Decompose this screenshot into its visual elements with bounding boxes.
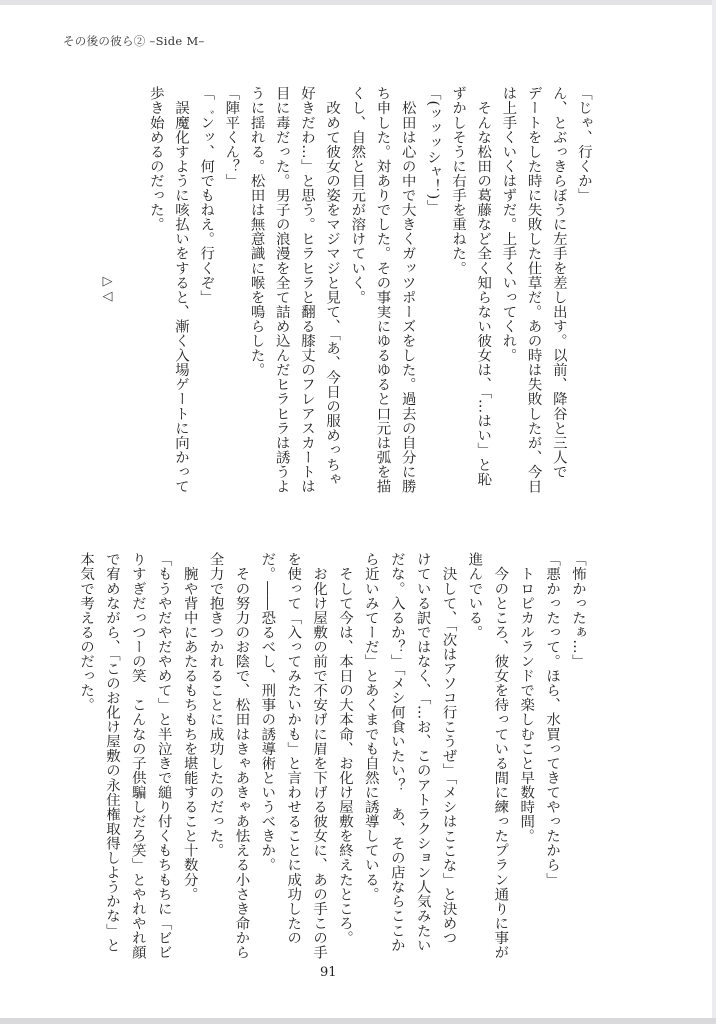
text-column: 目に毒だった。男子の浪漫を全て詰め込んだヒラヒラは誘うよ [273,86,290,494]
text-column: 歩き始めるのだった。 [147,86,164,232]
viewer-bottom-edge [0,1018,716,1024]
text-column: ら近いみてーだ」とあくまでも自然に誘導している。 [362,552,379,902]
text-column: 誤魔化すように咳払いをすると、漸く入場ゲートに向かって [173,86,189,494]
text-column: 「もうやだやだやめて」と半泣きで縋り付くもちもちに「ビビ [155,552,172,960]
text-column: 今のところ、彼女を待っている間に練ったプラン通りに事が [492,552,509,960]
text-column: そんな松田の葛藤など全く知らない彼女は、「…はい」と恥 [475,86,492,487]
text-column: を使って「入ってみたいかも」と言わせることに成功したの [285,552,302,945]
text-column: 好きだわ…」と思う。ヒラヒラと翻る膝丈のフレアスカートは [298,86,315,494]
text-column: 「(ッッッシャ！)」 [424,86,441,214]
text-column: デートをした時に失敗した仕草だ。あの時は失敗したが、今日 [525,86,542,494]
lower-text-block [67,552,586,960]
page-number: 91 [320,965,337,980]
text-column: 「怖かったぁ…」 [570,552,586,669]
text-column: で宥めながら、「このお化け屋敷の永住権取得しようかな」と [103,552,120,953]
text-column: 改めて彼女の姿をマジマジと見て、「あ、今日の服めっちゃ [324,86,341,487]
viewer-top-edge [0,0,716,5]
text-column: だな。入るか？」「メシ何食いたい？ あ、その店ならここか [388,552,405,953]
text-column: 松田は心の中で大きくガッツポーズをした。過去の自分に勝 [399,86,416,494]
text-column: ち申した。対ありでした。その事実にゆるゆると口元は弧を描 [374,86,391,494]
text-column: お化け屋敷の前で不安げに眉を下げる彼女に、あの手この手 [311,552,328,960]
text-column: 「陣平くん？」 [223,86,240,188]
text-column: ん、とぶっきらぼうに左手を差し出す。以前、降谷と三人で [550,86,567,479]
upper-text-block [138,86,592,494]
viewer-right-edge [712,0,716,1024]
text-column: その努力のお陰で、松田はきゃあきゃあ怯える小さき命から [233,552,250,960]
text-column: 「じゃ、行くか」 [576,86,592,203]
text-column: うに揺れる。松田は無意識に喉を鳴らした。 [248,86,265,377]
text-column: だ。――恐るべし、刑事の誘導術というべきか。 [259,552,276,873]
text-column: 全力で抱きつかれることに成功したのだった。 [207,552,224,858]
text-column: けている訳ではなく、「…お、このアトラクション人気みたい [414,552,431,953]
text-column: 決して、「次はアソコ行こうぜ」「メシはここな」と決めつ [440,552,457,945]
text-column: は上手くいくはずだ。上手くいってくれ。 [500,86,517,363]
text-column: りすぎだっつーの笑 こんなの子供騙しだろ笑」とやれやれ顔 [129,552,146,960]
text-column: 「゛ンッ、何でもねえ。行くぞ」 [198,86,215,305]
text-column: トロピカルランドで楽しむこと早数時間。 [518,552,535,843]
running-header: その後の彼ら② –Side M– [63,34,205,48]
text-column: 「悪かったって。ほら、水買ってきてやったから」 [544,552,561,887]
text-column: くし、自然と目元が溶けていく。 [349,86,366,305]
text-column: 本気で考えるのだった。 [78,552,95,713]
text-column: ずかしそうに右手を重ねた。 [450,86,467,276]
scene-break-mark: ▷◁ [100,274,115,304]
text-column: 進んでいる。 [466,552,483,640]
text-column: そして今は、本日の大本命、お化け屋敷を終えたところ。 [336,552,353,945]
text-column: 腕や背中にあたるもちもちを堪能すること十数分。 [181,552,198,902]
